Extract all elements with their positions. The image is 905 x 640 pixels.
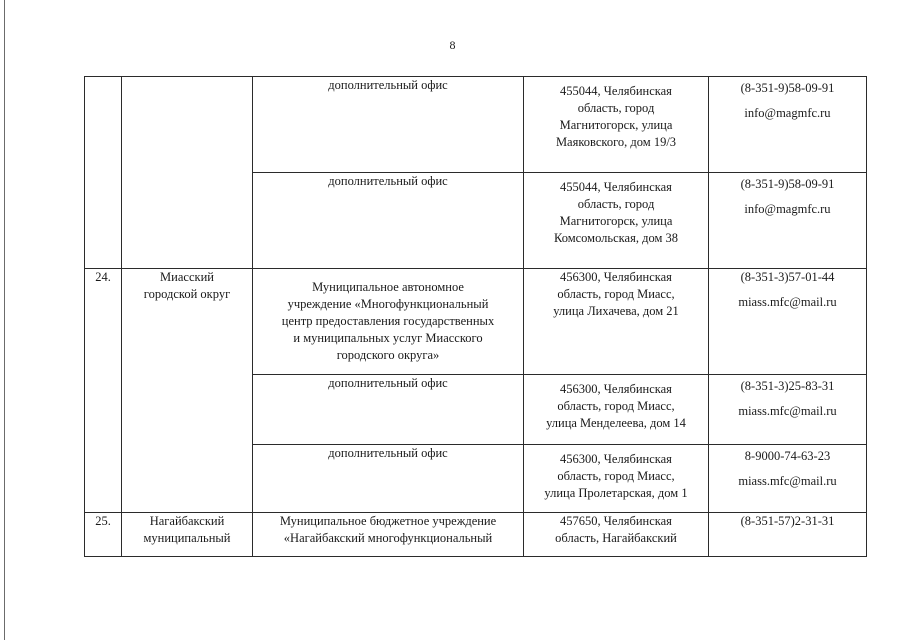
institution-cell	[253, 173, 524, 269]
number-cell	[85, 513, 122, 557]
institution-name: Муниципальное бюджетное учреждение	[279, 514, 497, 528]
institution-cell	[253, 445, 524, 513]
institution-cell	[253, 513, 524, 557]
contact-cell	[709, 445, 867, 513]
municipality-name: Миасский	[160, 270, 214, 284]
institution-name: дополнительный офис	[328, 446, 448, 460]
address-cell	[524, 77, 709, 173]
address-line: 456300, Челябинская	[560, 382, 672, 396]
municipality-cell	[122, 513, 253, 557]
address-line: область, Нагайбакский	[555, 531, 677, 545]
address-cell	[524, 173, 709, 269]
address-line: 456300, Челябинская	[560, 270, 672, 284]
address-line: 457650, Челябинская	[560, 514, 672, 528]
row-number: 25.	[95, 514, 111, 528]
mfc-registry-table	[84, 76, 867, 557]
municipality-name: муниципальный	[143, 531, 231, 545]
address-line: Маяковского, дом 19/3	[555, 135, 677, 149]
contact-cell	[709, 269, 867, 375]
address-cell	[524, 269, 709, 375]
institution-name: и муниципальных услуг Миасского	[293, 331, 483, 345]
institution-cell	[253, 77, 524, 173]
municipality-cell	[122, 77, 253, 269]
address-line: 456300, Челябинская	[560, 452, 672, 466]
municipality-name: городской округ	[143, 287, 231, 301]
table-row	[85, 77, 867, 173]
email-address: info@magmfc.ru	[744, 106, 831, 120]
address-line: область, город	[577, 101, 655, 115]
institution-cell	[253, 375, 524, 445]
contact-cell	[709, 173, 867, 269]
address-line: область, город	[577, 197, 655, 211]
page-number: 8	[449, 38, 456, 52]
address-line: Комсомольская, дом 38	[553, 231, 679, 245]
phone-number: (8-351-9)58-09-91	[740, 177, 835, 191]
institution-name: дополнительный офис	[328, 174, 448, 188]
contact-cell	[709, 375, 867, 445]
email-address: info@magmfc.ru	[744, 202, 831, 216]
institution-cell	[253, 269, 524, 375]
address-line: Магнитогорск, улица	[559, 214, 673, 228]
email-address: miass.mfc@mail.ru	[738, 295, 837, 309]
email-address: miass.mfc@mail.ru	[738, 474, 837, 488]
address-line: Магнитогорск, улица	[559, 118, 673, 132]
number-cell	[85, 77, 122, 269]
institution-name: Муниципальное автономное	[312, 280, 464, 294]
municipality-cell	[122, 269, 253, 513]
row-number: 24.	[95, 270, 111, 284]
institution-name: центр предоставления государственных	[281, 314, 495, 328]
phone-number: (8-351-57)2-31-31	[740, 514, 835, 528]
address-line: 455044, Челябинская	[560, 180, 672, 194]
address-cell	[524, 445, 709, 513]
address-cell	[524, 375, 709, 445]
address-line: 455044, Челябинская	[560, 84, 672, 98]
institution-name: дополнительный офис	[328, 376, 448, 390]
contact-cell	[709, 77, 867, 173]
table-row	[85, 269, 867, 375]
address-line: улица Пролетарская, дом 1	[544, 486, 688, 500]
address-line: область, город Миасс,	[557, 469, 675, 483]
institution-name: дополнительный офис	[328, 78, 448, 92]
address-line: область, город Миасс,	[557, 399, 675, 413]
table-row	[85, 513, 867, 557]
address-line: улица Лихачева, дом 21	[553, 304, 679, 318]
phone-number: 8-9000-74-63-23	[744, 449, 831, 463]
institution-name: городского округа»	[336, 348, 440, 362]
phone-number: (8-351-9)58-09-91	[740, 81, 835, 95]
address-cell	[524, 513, 709, 557]
institution-name: учреждение «Многофункциональный	[287, 297, 489, 311]
number-cell	[85, 269, 122, 513]
address-line: улица Менделеева, дом 14	[546, 416, 686, 430]
phone-number: (8-351-3)25-83-31	[740, 379, 835, 393]
page-left-edge	[4, 0, 5, 640]
address-line: область, город Миасс,	[557, 287, 675, 301]
municipality-name: Нагайбакский	[149, 514, 225, 528]
phone-number: (8-351-3)57-01-44	[740, 270, 835, 284]
email-address: miass.mfc@mail.ru	[738, 404, 837, 418]
institution-name: «Нагайбакский многофункциональный	[283, 531, 493, 545]
contact-cell	[709, 513, 867, 557]
